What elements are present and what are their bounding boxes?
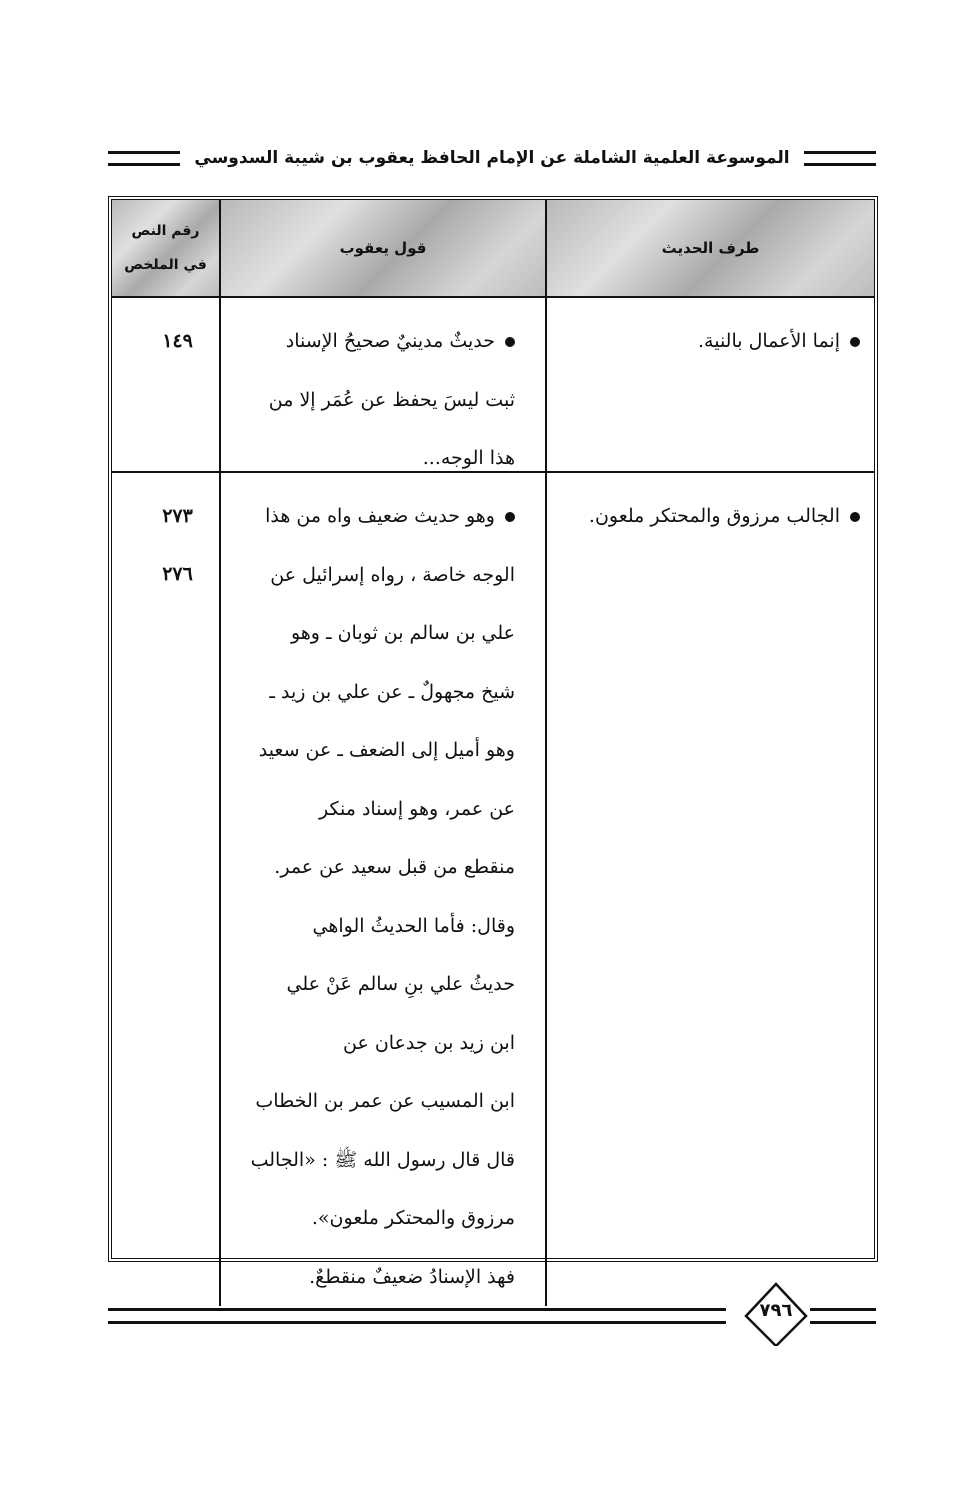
row2-saying-line: شيخ مجهولٌ ـ عن علي بن زيد ـ [269,680,515,703]
row1-hadith-cell [545,298,874,473]
row1-saying-cell [219,298,545,473]
bullet-icon [850,512,860,522]
row1-saying-line: هذا الوجه... [422,447,515,469]
row2-saying-line: وهو أميل إلى الضعف ـ عن سعيد [258,739,515,761]
row2-saying-line: عن عمر، وهو إسناد منكر [319,797,515,820]
book-title: الموسوعة العلمية الشاملة عن الإمام الحافظ يعقوب بن شيبة السدوسي [194,148,790,168]
row2-saying-line: وهو حديث ضعيف واه من هذا [247,487,515,546]
bullet-icon [505,337,515,347]
row2-text-number: ٢٧٦ [162,563,193,585]
row2-saying-line: ابن زيد بن جدعان عن [343,1031,515,1054]
row2-saying-line: وقال: فأما الحديثُ الواهي [312,914,515,937]
row1-saying-line: ثبت ليسَ يحفظ عن عُمَر إلا من [268,388,515,411]
row1-hadith: إنما الأعمال بالنية. [697,330,840,352]
page-footer [108,1278,876,1358]
row2-hadith: الجالب مرزوق والمحتكر ملعون. [588,505,840,527]
header-rule-right [804,151,876,166]
row2-saying-line: قال قال رسول الله ﷺ : «الجالب [250,1148,515,1171]
row2-saying-line: حديثُ علي بنِ سالم عَنْ علي [286,973,515,995]
row2-text-number: ٢٧٣ [162,505,193,527]
hadith-table [108,196,878,1288]
column-header-text-number-line2: في الملخص [124,257,207,273]
bullet-icon [505,512,515,522]
header-rule-left [108,151,180,166]
column-header-yaqub-saying: قول يعقوب [219,200,545,298]
row2-saying-line: علي بن سالم بن ثوبان ـ وهو [290,622,515,644]
column-header-hadith: طرف الحديث [545,200,874,298]
running-header [108,138,876,178]
footer-rule-left [108,1308,726,1324]
bullet-icon [850,337,860,347]
row2-saying-line: ابن المسيب عن عمر بن الخطاب [255,1090,515,1112]
column-header-text-number-line1: رقم النص [131,223,200,239]
row1-text-number: ١٤٩ [162,330,193,352]
row2-saying-cell [219,473,545,1306]
row2-saying-line: مرزوق والمحتكر ملعون». [311,1207,515,1229]
row2-hadith-cell [545,473,874,1306]
row2-number-cell [112,473,219,1306]
column-header-text-number [112,200,219,298]
footer-rule-right [810,1308,876,1324]
page-number: ٧٩٦ [759,1300,793,1321]
row1-number-cell [112,298,219,473]
row2-saying-line: منقطع من قبل سعيد عن عمر. [274,856,515,878]
row1-saying-line: حديثٌ مدينيٌ صحيحُ الإسناد [247,312,515,371]
row2-saying-line: الوجه خاصة ، رواه إسرائيل عن [270,563,515,586]
row2-saying-line: فهذ الإسنادُ ضعيفٌ منقطعٌ. [309,1265,515,1288]
